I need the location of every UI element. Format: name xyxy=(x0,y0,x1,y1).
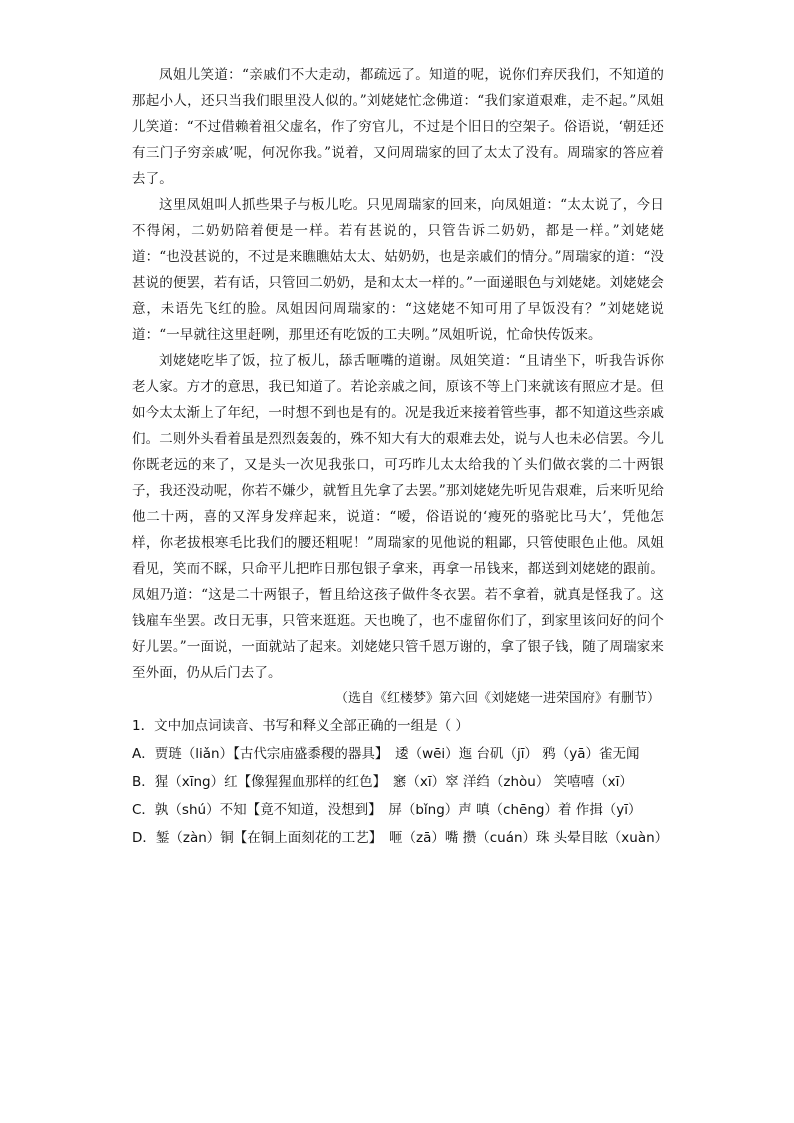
passage-source: （选自《红楼梦》第六回《刘姥姥一进荣国府》有删节） xyxy=(334,691,660,706)
question-1 xyxy=(132,712,669,852)
question-option-d: D．錾（zàn）铜【在铜上面刻花的工艺】 咂（zā）嘴 攒（cuán）珠 头晕目眩（xuàn） xyxy=(132,830,669,846)
passage xyxy=(132,62,664,712)
question-stem: 1．文中加点词读音、书写和释义全部正确的一组是（ ） xyxy=(132,718,469,734)
passage-paragraph-1: 凤姐儿笑道：“亲戚们不大走动，都疏远了。知道的呢，说你们弃厌我们，不知道的那起小人，还只当我们眼里没人似的。”刘姥姥忙念佛道：“我们家道艰难，走不起。”凤姐儿笑道：“不过借赖着祖父虚名，作了穷官儿，不过是个旧日的空架子。俗语说，‘朝廷还有三门子穷亲戚’呢，何况你我。”说着，又问周瑞家的回了太太了没有。周瑞家的答应着去了。 xyxy=(132,67,664,187)
passage-paragraph-2: 这里凤姐叫人抓些果子与板儿吃。只见周瑞家的回来，向凤姐道：“太太说了，今日不得闲，二奶奶陪着便是一样。若有甚说的，只管告诉二奶奶，都是一样。”刘姥姥道：“也没甚说的，不过是来瞧瞧姑太太、姑奶奶，也是亲戚们的情分。”周瑞家的道：“没甚说的便罢，若有话，只管回二奶奶，是和太太一样的。”一面递眼色与刘姥姥。刘姥姥会意，未语先飞红的脸。凤姐因问周瑞家的：“这姥姥不知可用了早饭没有？”刘姥姥说道：“一早就往这里赶咧，那里还有吃饭的工夫咧。”凤姐听说，忙命快传饭来。 xyxy=(132,197,664,343)
document-page xyxy=(132,62,669,852)
question-option-b: B．猩（xīng）红【像猩猩血那样的红色】 窸（xī）窣 洋绉（zhòu） 笑嘻嘻（xī） xyxy=(132,774,633,790)
passage-paragraph-3: 刘姥姥吃毕了饭，拉了板儿，舔舌咂嘴的道谢。凤姐笑道：“且请坐下，听我告诉你老人家。方才的意思，我已知道了。若论亲戚之间，原该不等上门来就该有照应才是。但如今太太渐上了年纪，一时想不到也是有的。况是我近来接着管些事，都不知道这些亲戚们。二则外头看着虽是烈烈轰轰的，殊不知大有大的艰难去处，说与人也未必信罢。今儿你既老远的来了，又是头一次见我张口，可巧昨儿太太给我的丫头们做衣裳的二十两银子，我还没动呢，你若不嫌少，就暂且先拿了去罢。”那刘姥姥先听见告艰难，后来听见给他二十两，喜的又浑身发痒起来，说道：“嗳，俗语说的‘瘦死的骆驼比马大’，凭他怎样，你老拔根寒毛比我们的腰还粗呢！”周瑞家的见他说的粗鄙，只管使眼色止他。凤姐看见，笑而不睬，只命平儿把昨日那包银子拿来，再拿一吊钱来，都送到刘姥姥的跟前。凤姐乃道：“这是二十两银子，暂且给这孩子做件冬衣罢。若不拿着，就真是怪我了。这钱雇车坐罢。改日无事，只管来逛逛。天也晚了，也不虚留你们了，到家里该问好的问个好儿罢。”一面说，一面就站了起来。刘姥姥只管千恩万谢的，拿了银子钱，随了周瑞家来至外面，仍从后门去了。 xyxy=(132,353,664,681)
question-option-a: A．贾琏（liǎn）【古代宗庙盛黍稷的器具】 逶（wēi）迤 台矶（jī） 鸦（yā）雀无闻 xyxy=(132,746,640,762)
question-option-c: C．孰（shú）不知【竟不知道，没想到】 屏（bǐng）声 嗔（chēng）着 作揖（yī） xyxy=(132,802,642,818)
